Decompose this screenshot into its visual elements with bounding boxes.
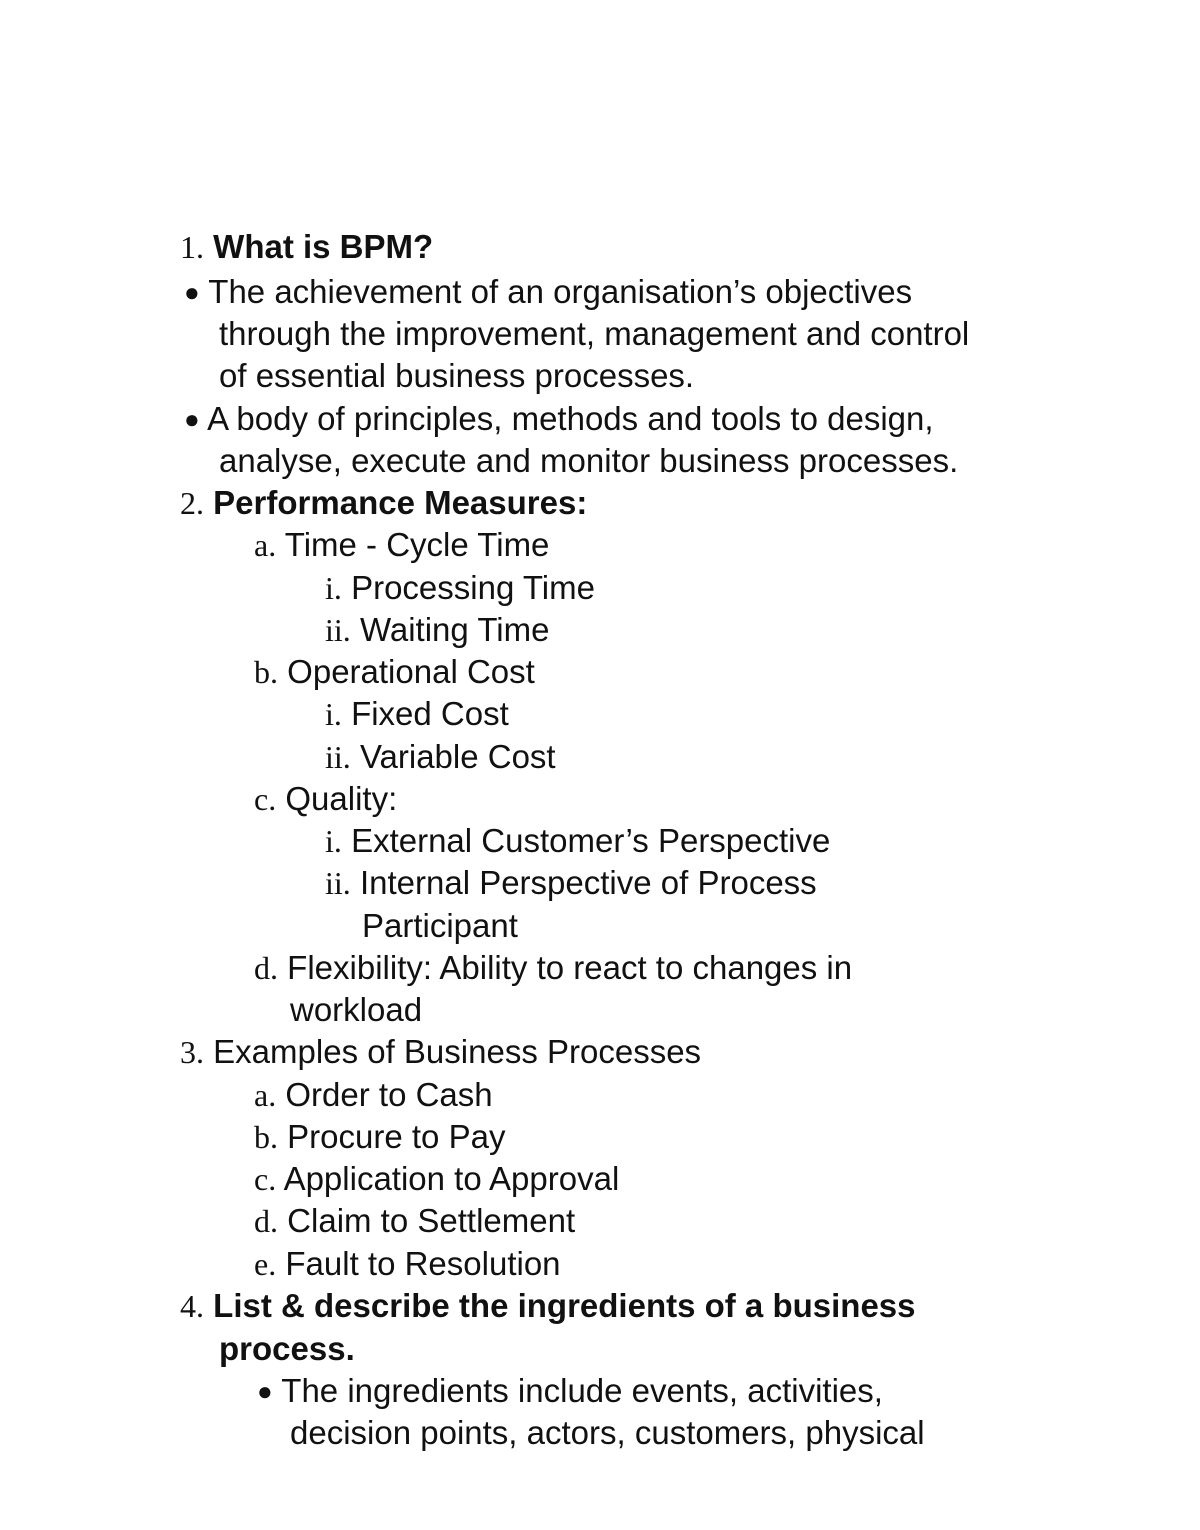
list-marker: b.	[254, 1119, 278, 1155]
list-item-text: Internal Perspective of Process	[359, 864, 817, 901]
bullet-text: The ingredients include events, activities,	[281, 1372, 883, 1409]
list-marker: a.	[254, 527, 277, 563]
heading-text: Performance Measures:	[213, 484, 588, 521]
list-marker: ii.	[325, 739, 351, 775]
list-marker: i.	[325, 823, 342, 859]
list-item-text: Quality:	[285, 780, 398, 817]
sub-list-item	[325, 567, 595, 609]
list-item-text: Claim to Settlement	[287, 1202, 576, 1239]
list-marker: i.	[325, 570, 342, 606]
bullet-continuation: analyse, execute and monitor business processes.	[219, 442, 959, 479]
list-item-text: Variable Cost	[359, 738, 556, 775]
heading-text: List & describe the ingredients of a business	[213, 1287, 916, 1324]
bullet-line	[184, 398, 934, 442]
list-item-text: Fixed Cost	[351, 695, 509, 732]
bullet-icon: ●	[184, 404, 200, 434]
list-marker: e.	[254, 1246, 277, 1282]
section-3-heading	[180, 1031, 701, 1073]
list-marker: ii.	[325, 612, 351, 648]
list-marker: a.	[254, 1077, 277, 1113]
section-2-heading	[180, 482, 587, 524]
list-item	[254, 1243, 561, 1285]
list-item	[254, 947, 852, 989]
list-marker: ii.	[325, 865, 351, 901]
list-item-text: Waiting Time	[359, 611, 550, 648]
heading-text: What is BPM?	[213, 228, 434, 265]
list-number: 2.	[180, 485, 204, 521]
list-marker: c.	[254, 1161, 277, 1197]
list-item	[254, 1116, 505, 1158]
bullet-continuation: of essential business processes.	[219, 357, 695, 394]
sub-list-item	[325, 693, 509, 735]
bullet-text: A body of principles, methods and tools to design,	[207, 400, 934, 437]
list-marker: c.	[254, 781, 277, 817]
list-item	[254, 1200, 575, 1242]
sub-list-item	[325, 609, 549, 651]
list-number: 3.	[180, 1034, 204, 1070]
list-item-text: External Customer’s Perspective	[351, 822, 831, 859]
heading-continuation: process.	[219, 1330, 355, 1367]
list-item	[254, 778, 397, 820]
list-number: 1.	[180, 229, 204, 265]
list-item	[254, 524, 549, 566]
list-item-text: Fault to Resolution	[285, 1245, 561, 1282]
sub-list-item	[325, 736, 556, 778]
bullet-icon: ●	[257, 1376, 273, 1406]
list-item-text: Flexibility: Ability to react to changes in	[287, 949, 853, 986]
list-item	[254, 651, 535, 693]
bullet-line	[184, 271, 912, 315]
sub-list-item	[325, 862, 817, 904]
bullet-line	[257, 1370, 883, 1414]
list-item-text: Processing Time	[351, 569, 595, 606]
list-item	[254, 1074, 493, 1116]
bullet-continuation: through the improvement, management and control	[219, 315, 970, 352]
list-item-text: Time - Cycle Time	[284, 526, 550, 563]
sub-list-continuation: Participant	[362, 907, 518, 944]
bullet-continuation: decision points, actors, customers, physical	[290, 1414, 925, 1451]
section-1-heading	[180, 226, 433, 268]
section-4-heading	[180, 1285, 916, 1327]
list-item-text: Procure to Pay	[287, 1118, 506, 1155]
bullet-icon: ●	[184, 277, 200, 307]
list-item-text: Operational Cost	[287, 653, 535, 690]
bullet-text: The achievement of an organisation’s objectives	[208, 273, 913, 310]
list-marker: d.	[254, 950, 278, 986]
list-marker: b.	[254, 654, 278, 690]
list-marker: i.	[325, 696, 342, 732]
sub-list-item	[325, 820, 830, 862]
list-item-text: Application to Approval	[283, 1160, 620, 1197]
list-number: 4.	[180, 1288, 204, 1324]
list-marker: d.	[254, 1203, 278, 1239]
list-continuation: workload	[290, 991, 423, 1028]
list-item-text: Order to Cash	[285, 1076, 493, 1113]
heading-text: Examples of Business Processes	[213, 1033, 702, 1070]
list-item	[254, 1158, 619, 1200]
